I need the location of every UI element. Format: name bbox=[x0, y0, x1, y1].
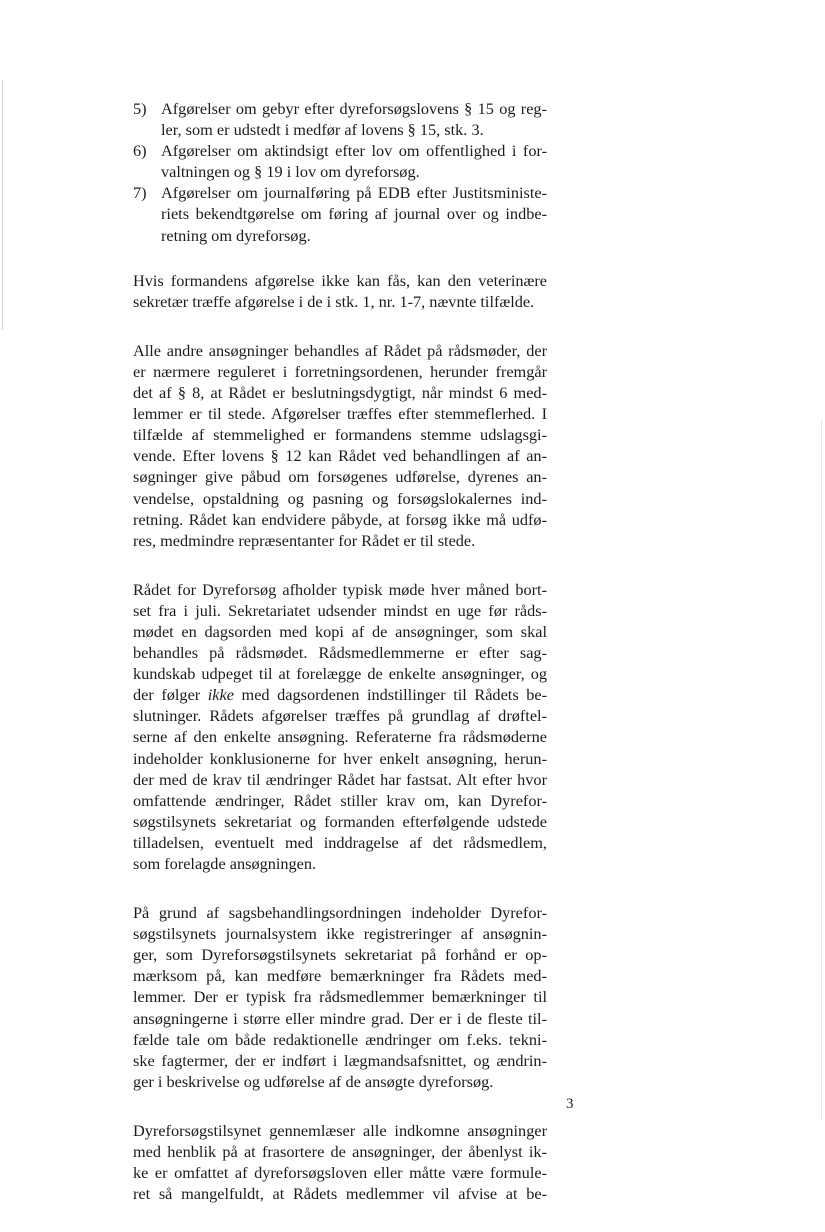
paragraph-chair-decision bbox=[133, 270, 547, 312]
text-line: indeholder konklusionerne for hver enkelt ansøgning, herun- bbox=[133, 748, 547, 768]
text-line: søgstilsynets journalsystem ikke registreringer af ansøgnin- bbox=[133, 924, 547, 944]
list-number: 5) bbox=[133, 99, 147, 118]
text-line: Afgørelser om gebyr efter dyreforsøgslovens § 15 og reg- bbox=[161, 99, 547, 118]
text-line: Afgørelser om journalføring på EDB efter Justitsministe- bbox=[161, 183, 547, 203]
text-line: riets bekendtgørelse om føring af journal over og indbe- bbox=[161, 204, 547, 224]
text-line: res, medmindre repræsentanter for Rådet er til stede. bbox=[133, 530, 476, 550]
text-line: ret så mangelfuldt, at Rådets medlemmer vil afvise at be- bbox=[133, 1184, 547, 1204]
text-line: Dyreforsøgstilsynet gennemlæser alle indkomne ansøgninger bbox=[133, 1120, 547, 1140]
text-fragment: med dagsordenen indstillinger til Rådets be- bbox=[233, 685, 547, 705]
text-line: lemmer er til stede. Afgørelser træffes efter stemmeflerhed. I bbox=[133, 404, 547, 424]
list-number: 7) bbox=[133, 183, 147, 203]
text-line: kundskab udpeget til at forelægge de enkelte ansøgninger, og bbox=[133, 664, 547, 684]
paragraph-screening bbox=[133, 1120, 547, 1204]
text-line: set fra i juli. Sekretariatet udsender mindst en uge før råds- bbox=[133, 600, 547, 620]
text-line: Alle andre ansøgninger behandles af Rådet på rådsmøder, der bbox=[133, 340, 547, 360]
document-body bbox=[133, 98, 547, 1232]
text-line: tilladelsen, eventuelt med inddragelse af det rådsmedlem, bbox=[133, 832, 547, 852]
paragraph-council-meetings bbox=[133, 340, 547, 551]
text-line: Afgørelser om aktindsigt efter lov om offentlighed i for- bbox=[161, 141, 547, 161]
text-line: fælde tale om både redaktionelle ændringer om f.eks. tekni- bbox=[133, 1029, 547, 1049]
text-line: med henblik på at frasortere de ansøgninger, der åbenlyst ik- bbox=[133, 1142, 547, 1162]
text-line: som forelagde ansøgningen. bbox=[133, 854, 317, 873]
text-line: søgstilsynets sekretariat og formanden efterfølgende udstede bbox=[133, 811, 547, 831]
text-line: sekretær træffe afgørelse i de i stk. 1, nr. 1-7, nævnte tilfælde. bbox=[133, 291, 535, 311]
text-line: det af § 8, at Rådet er beslutningsdygtigt, når mindst 6 med- bbox=[133, 383, 547, 403]
text-line: ger, som Dyreforsøgstilsynets sekretariat på forhånd er op- bbox=[133, 945, 547, 965]
text-line: der med de krav til ændringer Rådet har fastsat. Alt efter hvor bbox=[133, 769, 547, 789]
text-line: vende. Efter lovens § 12 kan Rådet ved behandlingen af an- bbox=[133, 446, 547, 466]
text-line: ler, som er udstedt i medfør af lovens § 15, stk. 3. bbox=[161, 120, 484, 140]
text-line: mærksom på, kan medføre bemærkninger fra Rådets med- bbox=[133, 966, 547, 986]
text-line: lemmer. Der er typisk fra rådsmedlemmer bemærkninger til bbox=[133, 987, 547, 1007]
text-fragment: der følger bbox=[133, 685, 208, 705]
scan-edge-right bbox=[821, 420, 822, 1120]
text-line: vendelse, opstaldning og pasning og forsøgslokalernes ind- bbox=[133, 488, 547, 508]
text-line: ger i beskrivelse og udførelse af de ansøgte dyreforsøg. bbox=[133, 1071, 494, 1091]
emphasis-ikke: ikke bbox=[207, 685, 234, 705]
list-item-6 bbox=[133, 140, 547, 182]
text-line: På grund af sagsbehandlingsordningen indeholder Dyrefor- bbox=[133, 903, 547, 923]
text-line: ke er omfattet af dyreforsøgsloven eller måtte være formule- bbox=[133, 1163, 547, 1183]
paragraph-journal-system bbox=[133, 902, 547, 1092]
text-line: retning om dyreforsøg. bbox=[161, 225, 311, 245]
text-line: Rådet for Dyreforsøg afholder typisk møde hver måned bort- bbox=[133, 579, 547, 599]
text-line: er nærmere reguleret i forretningsordenen, herunder fremgår bbox=[133, 361, 547, 381]
paragraph-monthly-meetings bbox=[133, 579, 547, 874]
text-line: tilfælde af stemmelighed er formandens stemme udslagsgi- bbox=[133, 425, 547, 445]
scan-edge-left bbox=[2, 80, 3, 330]
text-line: valtningen og § 19 i lov om dyreforsøg. bbox=[161, 162, 420, 182]
text-line: retning. Rådet kan endvidere påbyde, at forsøg ikke må udfø- bbox=[133, 509, 547, 529]
text-line: behandles på rådsmødet. Rådsmedlemmerne er efter sag- bbox=[133, 643, 547, 663]
list-item-5 bbox=[133, 98, 547, 140]
text-line: slutninger. Rådets afgørelser træffes på grundlag af drøftel- bbox=[133, 706, 547, 726]
text-line: ske fagtermer, der er indført i lægmandsafsnittet, og ændrin- bbox=[133, 1050, 547, 1070]
list-item-7 bbox=[133, 182, 547, 245]
text-line-with-emphasis bbox=[133, 684, 547, 705]
text-line: serne af den enkelte ansøgning. Referaterne fra rådsmøderne bbox=[133, 727, 547, 747]
text-line: mødet en dagsorden med kopi af de ansøgninger, som skal bbox=[133, 621, 547, 641]
list-number: 6) bbox=[133, 141, 147, 161]
page-number: 3 bbox=[566, 1096, 574, 1112]
text-line: Hvis formandens afgørelse ikke kan fås, kan den veterinære bbox=[133, 270, 547, 290]
text-line: søgninger give påbud om forsøgenes udførelse, dyrenes an- bbox=[133, 467, 547, 487]
text-line: omfattende ændringer, Rådet stiller krav om, kan Dyrefor- bbox=[133, 790, 547, 810]
text-line: ansøgningerne i større eller mindre grad. Der er i de fleste til- bbox=[133, 1008, 547, 1028]
decision-list bbox=[133, 98, 547, 246]
